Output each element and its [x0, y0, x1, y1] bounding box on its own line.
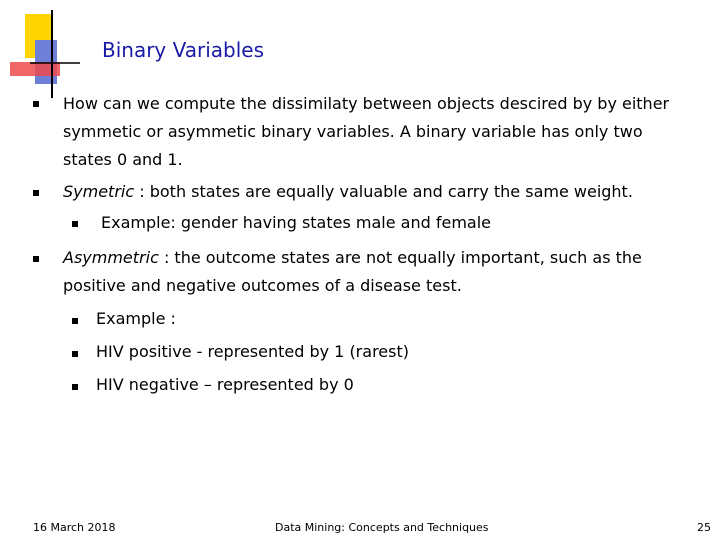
bullet-3-sub-2: HIV positive - represented by 1 (rarest)	[96, 342, 409, 361]
sub-bullet-marker	[72, 384, 78, 390]
sub-bullet-marker	[72, 318, 78, 324]
bullet-3-text: : the outcome states are not equally important, such as the	[158, 248, 642, 267]
bullet-1-line-3: states 0 and 1.	[63, 150, 183, 169]
sub-bullet-marker	[72, 351, 78, 357]
bullet-marker	[33, 190, 39, 196]
slide-corner-logo	[0, 0, 80, 100]
bullet-marker	[33, 101, 39, 107]
bullet-2-text: : both states are equally valuable and carry the same weight.	[134, 182, 633, 201]
bullet-3-line-1	[63, 248, 642, 268]
bullet-1-line-1: How can we compute the dissimilaty between objects descired by by either	[63, 94, 670, 113]
slide-title: Binary Variables	[102, 38, 265, 62]
bullet-marker	[33, 256, 39, 262]
sub-bullet-marker	[72, 221, 78, 227]
bullet-3-sub-1: Example :	[96, 309, 176, 328]
term-asymmetric: Asymmetric	[63, 248, 159, 267]
term-symetric: Symetric	[63, 182, 135, 201]
bullet-2-line-1	[63, 182, 633, 202]
bullet-2-sub-1: Example: gender having states male and female	[101, 213, 491, 232]
footer-page-number: 25	[697, 521, 711, 534]
footer-course-title: Data Mining: Concepts and Techniques	[275, 521, 489, 534]
footer-date: 16 March 2018	[33, 521, 116, 534]
bullet-3-line-2: positive and negative outcomes of a disease test.	[63, 276, 462, 295]
bullet-3-sub-3: HIV negative – represented by 0	[96, 375, 354, 394]
bullet-1-line-2: symmetic or asymmetic binary variables. A binary variable has only two	[63, 122, 643, 141]
